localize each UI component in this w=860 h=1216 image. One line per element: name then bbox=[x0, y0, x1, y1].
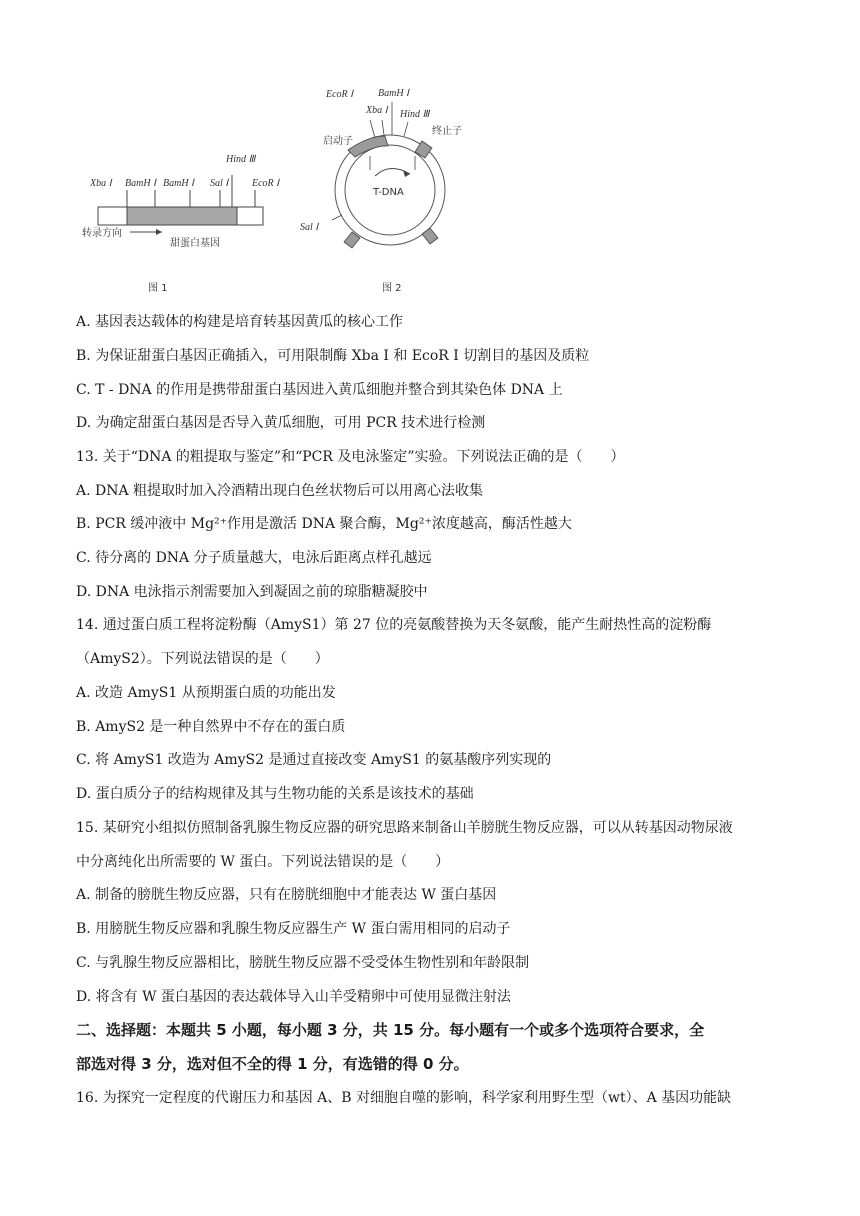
option-12a: A. 基因表达载体的构建是培育转基因黄瓜的核心工作 bbox=[76, 314, 404, 330]
fig2-caption: 图 2 bbox=[382, 283, 402, 294]
fig2-site-0: EcoR Ⅰ bbox=[326, 89, 354, 100]
fig1-site-1: BamH Ⅰ bbox=[125, 178, 157, 189]
fig1-direction-label: 转录方向 bbox=[82, 228, 122, 239]
option-14c: C. 将 AmyS1 改造为 AmyS2 是通过直接改变 AmyS1 的氨基酸序列实现的 bbox=[76, 752, 552, 768]
option-13d: D. DNA 电泳指示剂需要加入到凝固之前的琼脂糖凝胶中 bbox=[76, 584, 428, 600]
question-16-stem: 16. 为探究一定程度的代谢压力和基因 A、B 对细胞自噬的影响，科学家利用野生型（wt）、A 基因功能缺 bbox=[76, 1090, 732, 1106]
option-15a: A. 制备的膀胱生物反应器，只有在膀胱细胞中才能表达 W 蛋白基因 bbox=[76, 887, 497, 903]
question-14-stem: 14. 通过蛋白质工程将淀粉酶（AmyS1）第 27 位的亮氨酸替换为天冬氨酸，能产生耐热性高的淀粉酶 bbox=[76, 617, 712, 633]
option-13c: C. 待分离的 DNA 分子质量越大，电泳后距离点样孔越远 bbox=[76, 550, 432, 566]
fig1-site-3: Sal Ⅰ bbox=[210, 178, 229, 189]
fig1-gene-label: 甜蛋白基因 bbox=[170, 238, 220, 249]
section-2-heading: 二、选择题：本题共 5 小题，每小题 3 分，共 15 分。每小题有一个或多个选项符合要求，全 bbox=[76, 1021, 705, 1039]
question-15-stem: 15. 某研究小组拟仿照制备乳腺生物反应器的研究思路来制备山羊膀胱生物反应器，可以从转基因动物尿液 bbox=[76, 820, 733, 836]
section-2-heading-cont: 部选对得 3 分，选对但不全的得 1 分，有选错的得 0 分。 bbox=[76, 1055, 469, 1073]
option-12d: D. 为确定甜蛋白基因是否导入黄瓜细胞，可用 PCR 技术进行检测 bbox=[76, 415, 486, 431]
question-13-stem: 13. 关于“DNA 的粗提取与鉴定”和“PCR 及电泳鉴定”实验。下列说法正确的是（ ） bbox=[76, 449, 625, 465]
option-13b: B. PCR 缓冲液中 Mg²⁺作用是激活 DNA 聚合酶，Mg²⁺浓度越高，酶活性越大 bbox=[76, 516, 572, 532]
fig1-site-5: EcoR Ⅰ bbox=[252, 178, 280, 189]
option-12c: C. T - DNA 的作用是携带甜蛋白基因进入黄瓜细胞并整合到其染色体 DNA 上 bbox=[76, 382, 563, 398]
option-14b: B. AmyS2 是一种自然界中不存在的蛋白质 bbox=[76, 719, 346, 735]
fig2-promoter-label: 启动子 bbox=[323, 136, 353, 147]
fig1-site-0: Xba Ⅰ bbox=[90, 178, 112, 189]
figure1-gene-map bbox=[82, 154, 280, 294]
fig2-tdna-label: T-DNA bbox=[373, 187, 404, 198]
option-14d: D. 蛋白质分子的结构规律及其与生物功能的关系是该技术的基础 bbox=[76, 786, 474, 802]
option-12b: B. 为保证甜蛋白基因正确插入，可用限制酶 Xba I 和 EcoR I 切割目的基因及质粒 bbox=[76, 348, 590, 364]
fig1-site-4: Hind Ⅲ bbox=[226, 154, 256, 165]
fig2-site-4: Sal Ⅰ bbox=[300, 222, 319, 233]
fig2-site-1: BamH Ⅰ bbox=[378, 88, 410, 99]
direction-arrow-icon bbox=[156, 229, 162, 235]
option-15b: B. 用膀胱生物反应器和乳腺生物反应器生产 W 蛋白需用相同的启动子 bbox=[76, 921, 511, 937]
figure2-plasmid-map bbox=[300, 88, 462, 294]
fig1-site-2: BamH Ⅰ bbox=[163, 178, 195, 189]
tdna-arrow-icon bbox=[403, 170, 410, 177]
question-15-stem-cont: 中分离纯化出所需要的 W 蛋白。下列说法错误的是（ ） bbox=[76, 854, 450, 870]
fig2-site-2: Xba Ⅰ bbox=[366, 105, 388, 116]
figures-area bbox=[70, 80, 490, 300]
option-14a: A. 改造 AmyS1 从预期蛋白质的功能出发 bbox=[76, 685, 336, 701]
option-13a: A. DNA 粗提取时加入冷酒精出现白色丝状物后可以用离心法收集 bbox=[76, 483, 484, 499]
question-14-stem-cont: （AmyS2）。下列说法错误的是（ ） bbox=[76, 651, 329, 667]
fig1-caption: 图 1 bbox=[148, 283, 168, 294]
option-15d: D. 将含有 W 蛋白基因的表达载体导入山羊受精卵中可使用显微注射法 bbox=[76, 989, 511, 1005]
fig2-terminator-label: 终止子 bbox=[432, 126, 462, 137]
figure-diagrams bbox=[70, 80, 490, 300]
option-15c: C. 与乳腺生物反应器相比，膀胱生物反应器不受受体生物性别和年龄限制 bbox=[76, 955, 530, 971]
fig2-site-3: Hind Ⅲ bbox=[400, 109, 430, 120]
